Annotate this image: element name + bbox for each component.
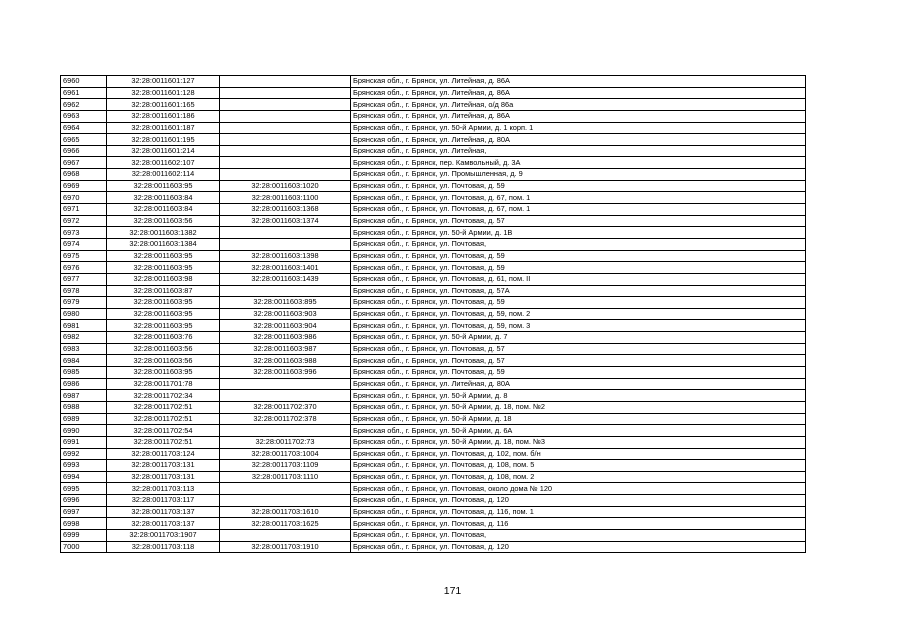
row-number-cell: 6989 — [61, 413, 107, 425]
related-cadastral-number-cell: 32:28:0011603:1100 — [220, 192, 351, 204]
cadastral-number-cell: 32:28:0011603:95 — [107, 308, 220, 320]
cadastral-number-cell: 32:28:0011603:1384 — [107, 238, 220, 250]
related-cadastral-number-cell — [220, 169, 351, 181]
row-number-cell: 6997 — [61, 506, 107, 518]
address-cell: Брянская обл., г. Брянск, ул. Почтовая, — [351, 529, 806, 541]
row-number-cell: 6979 — [61, 297, 107, 309]
row-number-cell: 6969 — [61, 180, 107, 192]
related-cadastral-number-cell: 32:28:0011603:1439 — [220, 273, 351, 285]
address-cell: Брянская обл., г. Брянск, ул. Почтовая, д. 67, пом. 1 — [351, 204, 806, 216]
cadastral-number-cell: 32:28:0011703:137 — [107, 506, 220, 518]
row-number-cell: 6970 — [61, 192, 107, 204]
cadastral-number-cell: 32:28:0011603:56 — [107, 215, 220, 227]
table-row — [61, 378, 806, 390]
address-cell: Брянская обл., г. Брянск, ул. Почтовая, д. 102, пом. б/н — [351, 448, 806, 460]
row-number-cell: 6988 — [61, 401, 107, 413]
related-cadastral-number-cell: 32:28:0011603:1374 — [220, 215, 351, 227]
related-cadastral-number-cell: 32:28:0011603:987 — [220, 343, 351, 355]
related-cadastral-number-cell — [220, 157, 351, 169]
cadastral-number-cell: 32:28:0011603:95 — [107, 367, 220, 379]
address-cell: Брянская обл., г. Брянск, ул. Почтовая, д. 59, пом. 3 — [351, 320, 806, 332]
row-number-cell: 6984 — [61, 355, 107, 367]
address-cell: Брянская обл., г. Брянск, ул. Литейная, о/д 86а — [351, 99, 806, 111]
table-row — [61, 355, 806, 367]
table-row — [61, 413, 806, 425]
row-number-cell: 6996 — [61, 495, 107, 507]
cadastral-number-cell: 32:28:0011703:118 — [107, 541, 220, 553]
table-row — [61, 297, 806, 309]
cadastral-number-cell: 32:28:0011603:56 — [107, 355, 220, 367]
address-cell: Брянская обл., г. Брянск, ул. Литейная, д. 80А — [351, 134, 806, 146]
row-number-cell: 6980 — [61, 308, 107, 320]
cadastral-number-cell: 32:28:0011601:127 — [107, 76, 220, 88]
address-cell: Брянская обл., г. Брянск, ул. 50-й Армии, д. 6А — [351, 425, 806, 437]
address-cell: Брянская обл., г. Брянск, ул. Литейная, — [351, 145, 806, 157]
table-row — [61, 134, 806, 146]
cadastral-number-cell: 32:28:0011603:95 — [107, 297, 220, 309]
row-number-cell: 6990 — [61, 425, 107, 437]
table-row — [61, 87, 806, 99]
row-number-cell: 6995 — [61, 483, 107, 495]
related-cadastral-number-cell — [220, 390, 351, 402]
address-cell: Брянская обл., г. Брянск, ул. Почтовая, д. 120 — [351, 495, 806, 507]
table-row — [61, 285, 806, 297]
cadastral-number-cell: 32:28:0011603:84 — [107, 204, 220, 216]
row-number-cell: 6986 — [61, 378, 107, 390]
related-cadastral-number-cell: 32:28:0011703:1625 — [220, 518, 351, 530]
row-number-cell: 6985 — [61, 367, 107, 379]
table-row — [61, 273, 806, 285]
related-cadastral-number-cell: 32:28:0011603:1401 — [220, 262, 351, 274]
row-number-cell: 6973 — [61, 227, 107, 239]
address-cell: Брянская обл., г. Брянск, ул. 50-й Армии, д. 18 — [351, 413, 806, 425]
address-cell: Брянская обл., г. Брянск, ул. Почтовая, д. 59, пом. 2 — [351, 308, 806, 320]
cadastral-number-cell: 32:28:0011603:76 — [107, 332, 220, 344]
table-row — [61, 192, 806, 204]
related-cadastral-number-cell — [220, 110, 351, 122]
table-row — [61, 250, 806, 262]
related-cadastral-number-cell — [220, 134, 351, 146]
row-number-cell: 6991 — [61, 436, 107, 448]
table-row — [61, 180, 806, 192]
table-row — [61, 367, 806, 379]
row-number-cell: 6987 — [61, 390, 107, 402]
row-number-cell: 6960 — [61, 76, 107, 88]
row-number-cell: 6972 — [61, 215, 107, 227]
related-cadastral-number-cell: 32:28:0011603:996 — [220, 367, 351, 379]
table-row — [61, 518, 806, 530]
page-number: 171 — [443, 585, 462, 597]
related-cadastral-number-cell — [220, 378, 351, 390]
row-number-cell: 6974 — [61, 238, 107, 250]
row-number-cell: 7000 — [61, 541, 107, 553]
table-row — [61, 495, 806, 507]
address-cell: Брянская обл., г. Брянск, ул. Почтовая, д. 59 — [351, 262, 806, 274]
table-row — [61, 425, 806, 437]
table-row — [61, 157, 806, 169]
table-row — [61, 401, 806, 413]
cadastral-number-cell: 32:28:0011603:95 — [107, 250, 220, 262]
related-cadastral-number-cell — [220, 122, 351, 134]
related-cadastral-number-cell: 32:28:0011702:370 — [220, 401, 351, 413]
related-cadastral-number-cell: 32:28:0011603:986 — [220, 332, 351, 344]
related-cadastral-number-cell: 32:28:0011603:988 — [220, 355, 351, 367]
cadastral-number-cell: 32:28:0011701:78 — [107, 378, 220, 390]
related-cadastral-number-cell — [220, 227, 351, 239]
table-row — [61, 99, 806, 111]
cadastral-number-cell: 32:28:0011602:114 — [107, 169, 220, 181]
address-cell: Брянская обл., г. Брянск, ул. 50-й Армии, д. 18, пом. №3 — [351, 436, 806, 448]
address-cell: Брянская обл., г. Брянск, ул. Почтовая, — [351, 238, 806, 250]
table-row — [61, 541, 806, 553]
row-number-cell: 6966 — [61, 145, 107, 157]
address-cell: Брянская обл., г. Брянск, ул. Литейная, д. 86А — [351, 110, 806, 122]
address-cell: Брянская обл., г. Брянск, ул. Почтовая, д. 57А — [351, 285, 806, 297]
cadastral-number-cell: 32:28:0011603:84 — [107, 192, 220, 204]
address-cell: Брянская обл., г. Брянск, ул. Почтовая, д. 61, пом. II — [351, 273, 806, 285]
related-cadastral-number-cell — [220, 238, 351, 250]
related-cadastral-number-cell: 32:28:0011703:1004 — [220, 448, 351, 460]
address-cell: Брянская обл., г. Брянск, ул. Литейная, д. 86А — [351, 76, 806, 88]
row-number-cell: 6965 — [61, 134, 107, 146]
row-number-cell: 6968 — [61, 169, 107, 181]
cadastral-number-cell: 32:28:0011702:51 — [107, 436, 220, 448]
related-cadastral-number-cell: 32:28:0011603:895 — [220, 297, 351, 309]
address-cell: Брянская обл., г. Брянск, ул. 50-й Армии, д. 1 корп. 1 — [351, 122, 806, 134]
address-cell: Брянская обл., г. Брянск, ул. Почтовая, д. 59 — [351, 367, 806, 379]
cadastral-number-cell: 32:28:0011603:1382 — [107, 227, 220, 239]
address-cell: Брянская обл., г. Брянск, ул. Почтовая, около дома № 120 — [351, 483, 806, 495]
table-row — [61, 320, 806, 332]
related-cadastral-number-cell — [220, 285, 351, 297]
address-cell: Брянская обл., г. Брянск, ул. Почтовая, д. 57 — [351, 343, 806, 355]
cadastral-number-cell: 32:28:0011603:87 — [107, 285, 220, 297]
row-number-cell: 6976 — [61, 262, 107, 274]
row-number-cell: 6978 — [61, 285, 107, 297]
table-row — [61, 460, 806, 472]
row-number-cell: 6975 — [61, 250, 107, 262]
related-cadastral-number-cell: 32:28:0011603:1398 — [220, 250, 351, 262]
row-number-cell: 6961 — [61, 87, 107, 99]
address-cell: Брянская обл., г. Брянск, ул. Почтовая, д. 116, пом. 1 — [351, 506, 806, 518]
cadastral-number-cell: 32:28:0011703:124 — [107, 448, 220, 460]
address-cell: Брянская обл., г. Брянск, ул. Почтовая, д. 59 — [351, 250, 806, 262]
related-cadastral-number-cell: 32:28:0011702:378 — [220, 413, 351, 425]
cadastral-number-cell: 32:28:0011703:117 — [107, 495, 220, 507]
address-cell: Брянская обл., г. Брянск, ул. Почтовая, д. 57 — [351, 215, 806, 227]
cadastral-number-cell: 32:28:0011703:131 — [107, 471, 220, 483]
table-row — [61, 343, 806, 355]
row-number-cell: 6992 — [61, 448, 107, 460]
related-cadastral-number-cell — [220, 425, 351, 437]
row-number-cell: 6983 — [61, 343, 107, 355]
table-row — [61, 215, 806, 227]
row-number-cell: 6994 — [61, 471, 107, 483]
related-cadastral-number-cell: 32:28:0011603:903 — [220, 308, 351, 320]
address-cell: Брянская обл., г. Брянск, ул. Почтовая, д. 67, пом. 1 — [351, 192, 806, 204]
table-row — [61, 169, 806, 181]
row-number-cell: 6962 — [61, 99, 107, 111]
cadastral-number-cell: 32:28:0011603:95 — [107, 320, 220, 332]
related-cadastral-number-cell — [220, 145, 351, 157]
related-cadastral-number-cell — [220, 529, 351, 541]
address-cell: Брянская обл., г. Брянск, ул. Почтовая, д. 108, пом. 2 — [351, 471, 806, 483]
table-row — [61, 448, 806, 460]
row-number-cell: 6999 — [61, 529, 107, 541]
table-row — [61, 227, 806, 239]
row-number-cell: 6977 — [61, 273, 107, 285]
table-row — [61, 110, 806, 122]
related-cadastral-number-cell: 32:28:0011703:1109 — [220, 460, 351, 472]
table-row — [61, 76, 806, 88]
related-cadastral-number-cell: 32:28:0011703:1110 — [220, 471, 351, 483]
related-cadastral-number-cell — [220, 99, 351, 111]
address-cell: Брянская обл., г. Брянск, ул. 50-й Армии, д. 18, пом. №2 — [351, 401, 806, 413]
address-cell: Брянская обл., г. Брянск, ул. Почтовая, д. 59 — [351, 297, 806, 309]
address-cell: Брянская обл., г. Брянск, ул. Почтовая, д. 108, пом. 5 — [351, 460, 806, 472]
address-cell: Брянская обл., г. Брянск, ул. Промышленная, д. 9 — [351, 169, 806, 181]
cadastral-number-cell: 32:28:0011702:34 — [107, 390, 220, 402]
row-number-cell: 6967 — [61, 157, 107, 169]
cadastral-number-cell: 32:28:0011603:98 — [107, 273, 220, 285]
cadastral-number-cell: 32:28:0011702:54 — [107, 425, 220, 437]
registry-table — [60, 75, 806, 553]
address-cell: Брянская обл., г. Брянск, ул. Почтовая, д. 59 — [351, 180, 806, 192]
related-cadastral-number-cell: 32:28:0011703:1610 — [220, 506, 351, 518]
cadastral-number-cell: 32:28:0011702:51 — [107, 413, 220, 425]
cadastral-number-cell: 32:28:0011601:186 — [107, 110, 220, 122]
row-number-cell: 6993 — [61, 460, 107, 472]
address-cell: Брянская обл., г. Брянск, ул. Литейная, д. 80А — [351, 378, 806, 390]
address-cell: Брянская обл., г. Брянск, ул. Литейная, д. 86А — [351, 87, 806, 99]
cadastral-number-cell: 32:28:0011703:113 — [107, 483, 220, 495]
address-cell: Брянская обл., г. Брянск, ул. 50-й Армии, д. 8 — [351, 390, 806, 402]
row-number-cell: 6981 — [61, 320, 107, 332]
cadastral-number-cell: 32:28:0011702:51 — [107, 401, 220, 413]
registry-table-body — [61, 76, 806, 553]
table-row — [61, 308, 806, 320]
cadastral-number-cell: 32:28:0011603:95 — [107, 262, 220, 274]
table-row — [61, 483, 806, 495]
related-cadastral-number-cell: 32:28:0011603:904 — [220, 320, 351, 332]
address-cell: Брянская обл., г. Брянск, ул. 50-й Армии, д. 7 — [351, 332, 806, 344]
related-cadastral-number-cell: 32:28:0011603:1020 — [220, 180, 351, 192]
cadastral-number-cell: 32:28:0011603:95 — [107, 180, 220, 192]
related-cadastral-number-cell — [220, 495, 351, 507]
address-cell: Брянская обл., г. Брянск, ул. Почтовая, д. 120 — [351, 541, 806, 553]
table-row — [61, 529, 806, 541]
cadastral-number-cell: 32:28:0011601:128 — [107, 87, 220, 99]
cadastral-number-cell: 32:28:0011703:137 — [107, 518, 220, 530]
row-number-cell: 6963 — [61, 110, 107, 122]
related-cadastral-number-cell: 32:28:0011603:1368 — [220, 204, 351, 216]
cadastral-number-cell: 32:28:0011601:214 — [107, 145, 220, 157]
table-row — [61, 262, 806, 274]
table-row — [61, 145, 806, 157]
row-number-cell: 6971 — [61, 204, 107, 216]
row-number-cell: 6982 — [61, 332, 107, 344]
table-row — [61, 238, 806, 250]
related-cadastral-number-cell — [220, 87, 351, 99]
table-row — [61, 122, 806, 134]
table-row — [61, 390, 806, 402]
table-row — [61, 204, 806, 216]
table-row — [61, 471, 806, 483]
cadastral-number-cell: 32:28:0011601:195 — [107, 134, 220, 146]
address-cell: Брянская обл., г. Брянск, пер. Камвольный, д. 3А — [351, 157, 806, 169]
related-cadastral-number-cell — [220, 76, 351, 88]
table-row — [61, 506, 806, 518]
row-number-cell: 6964 — [61, 122, 107, 134]
related-cadastral-number-cell — [220, 483, 351, 495]
cadastral-number-cell: 32:28:0011601:187 — [107, 122, 220, 134]
row-number-cell: 6998 — [61, 518, 107, 530]
related-cadastral-number-cell: 32:28:0011703:1910 — [220, 541, 351, 553]
address-cell: Брянская обл., г. Брянск, ул. Почтовая, д. 116 — [351, 518, 806, 530]
related-cadastral-number-cell: 32:28:0011702:73 — [220, 436, 351, 448]
table-row — [61, 436, 806, 448]
address-cell: Брянская обл., г. Брянск, ул. 50-й Армии, д. 1В — [351, 227, 806, 239]
cadastral-number-cell: 32:28:0011602:107 — [107, 157, 220, 169]
cadastral-number-cell: 32:28:0011703:131 — [107, 460, 220, 472]
cadastral-number-cell: 32:28:0011703:1907 — [107, 529, 220, 541]
address-cell: Брянская обл., г. Брянск, ул. Почтовая, д. 57 — [351, 355, 806, 367]
cadastral-number-cell: 32:28:0011601:165 — [107, 99, 220, 111]
table-row — [61, 332, 806, 344]
cadastral-number-cell: 32:28:0011603:56 — [107, 343, 220, 355]
